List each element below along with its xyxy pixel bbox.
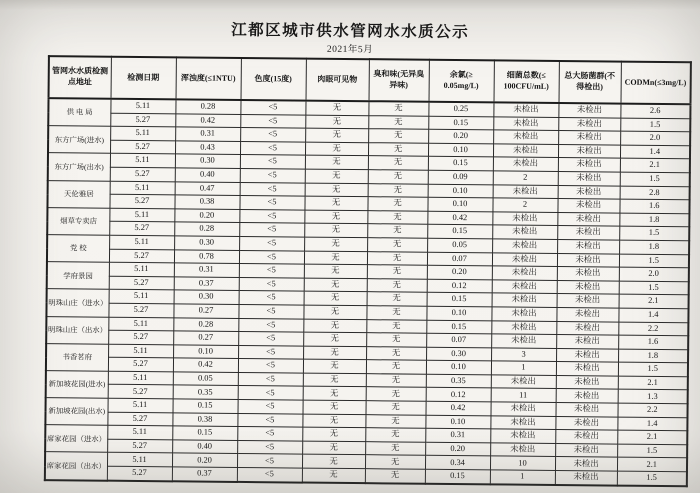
- cell-chroma: <5: [239, 223, 304, 237]
- cell-turbidity: 0.42: [173, 358, 238, 372]
- cell-chroma: <5: [239, 196, 304, 210]
- cell-turbidity: 0.27: [173, 331, 238, 345]
- cell-date: 5.11: [110, 126, 175, 140]
- cell-chlorine: 0.35: [426, 374, 491, 388]
- cell-visible: 无: [304, 251, 367, 265]
- column-header-turbidity: 浑浊度(≤1NTU): [176, 57, 241, 100]
- cell-bacteria: 未检出: [492, 239, 557, 253]
- cell-bacteria: 未检出: [493, 144, 558, 158]
- cell-odor: 无: [367, 292, 427, 306]
- cell-codmn: 1.5: [619, 226, 689, 240]
- cell-date: 5.11: [109, 290, 174, 304]
- cell-chlorine: 0.07: [426, 333, 491, 347]
- cell-chroma: <5: [240, 141, 305, 155]
- cell-codmn: 1.5: [620, 118, 690, 132]
- cell-date: 5.11: [109, 262, 174, 276]
- cell-bacteria: 未检出: [492, 293, 557, 307]
- cell-coliform: 未检出: [555, 416, 617, 430]
- cell-visible: 无: [305, 183, 368, 197]
- water-quality-table: [44, 55, 692, 487]
- cell-coliform: 未检出: [557, 199, 619, 213]
- cell-visible: 无: [302, 427, 365, 441]
- cell-date: 5.11: [108, 344, 173, 358]
- cell-coliform: 未检出: [555, 471, 617, 486]
- cell-bacteria: 未检出: [492, 266, 557, 280]
- cell-bacteria: 未检出: [491, 375, 556, 389]
- cell-turbidity: 0.28: [175, 99, 240, 114]
- cell-codmn: 1.4: [620, 145, 690, 159]
- page-title: 江都区城市供水管网水水质公示: [231, 21, 470, 42]
- cell-codmn: 2.1: [617, 430, 687, 444]
- cell-coliform: 未检出: [558, 171, 620, 185]
- cell-coliform: 未检出: [555, 457, 617, 471]
- cell-chroma: <5: [240, 114, 305, 128]
- cell-visible: 无: [303, 387, 366, 401]
- cell-turbidity: 0.42: [175, 113, 240, 127]
- cell-coliform: 未检出: [556, 321, 618, 335]
- cell-turbidity: 0.31: [174, 263, 239, 277]
- cell-chlorine: 0.20: [427, 265, 492, 279]
- cell-chroma: <5: [239, 277, 304, 291]
- location-cell: 供 电 局: [48, 98, 110, 126]
- cell-visible: 无: [304, 196, 367, 210]
- cell-coliform: 未检出: [556, 348, 618, 362]
- location-cell: 东方广场(出水): [48, 153, 110, 181]
- cell-odor: 无: [367, 210, 427, 224]
- cell-chroma: <5: [240, 155, 305, 169]
- cell-odor: 无: [366, 360, 426, 374]
- cell-date: 5.27: [109, 222, 174, 236]
- cell-odor: 无: [366, 306, 426, 320]
- location-cell: 席家花园（出水）: [45, 452, 107, 480]
- cell-date: 5.27: [109, 276, 174, 290]
- cell-turbidity: 0.10: [173, 345, 238, 359]
- cell-chlorine: 0.15: [426, 320, 491, 334]
- cell-date: 5.27: [108, 385, 173, 399]
- cell-turbidity: 0.37: [174, 277, 239, 291]
- cell-codmn: 2.6: [620, 104, 690, 119]
- cell-chroma: <5: [237, 440, 302, 454]
- cell-turbidity: 0.15: [172, 426, 237, 440]
- cell-chlorine: 0.10: [426, 361, 491, 375]
- cell-chlorine: 0.20: [425, 442, 490, 456]
- cell-date: 5.27: [107, 466, 172, 481]
- cell-visible: 无: [305, 101, 368, 116]
- cell-date: 5.11: [108, 371, 173, 385]
- cell-chlorine: 0.05: [427, 238, 492, 252]
- cell-chroma: <5: [239, 264, 304, 278]
- cell-codmn: 1.6: [619, 199, 689, 213]
- table-header-row: [49, 56, 691, 104]
- cell-visible: 无: [302, 441, 365, 455]
- location-cell: 学府景园: [47, 262, 109, 290]
- cell-chroma: <5: [239, 236, 304, 250]
- cell-date: 5.27: [109, 194, 174, 208]
- cell-chroma: <5: [240, 128, 305, 142]
- cell-odor: 无: [366, 387, 426, 401]
- cell-turbidity: 0.43: [175, 141, 240, 155]
- cell-visible: 无: [305, 128, 368, 142]
- column-header-odor: 臭和味(无异臭 异味): [369, 59, 429, 102]
- cell-bacteria: 未检出: [490, 402, 555, 416]
- cell-chlorine: 0.15: [428, 157, 493, 171]
- cell-visible: 无: [302, 454, 365, 468]
- cell-chlorine: 0.15: [428, 116, 493, 130]
- cell-chlorine: 0.15: [425, 469, 490, 484]
- cell-odor: 无: [368, 115, 428, 129]
- cell-odor: 无: [368, 156, 428, 170]
- cell-date: 5.11: [109, 208, 174, 222]
- cell-visible: 无: [305, 155, 368, 169]
- cell-chlorine: 0.10: [428, 143, 493, 157]
- cell-bacteria: 未检出: [492, 212, 557, 226]
- cell-odor: 无: [367, 251, 427, 265]
- cell-date: 5.27: [107, 439, 172, 453]
- cell-visible: 无: [304, 210, 367, 224]
- cell-chroma: <5: [240, 100, 305, 115]
- cell-chroma: <5: [238, 332, 303, 346]
- cell-coliform: 未检出: [558, 158, 620, 172]
- cell-turbidity: 0.27: [173, 304, 238, 318]
- cell-turbidity: 0.38: [174, 195, 239, 209]
- cell-odor: 无: [367, 278, 427, 292]
- cell-bacteria: 未检出: [493, 130, 558, 144]
- cell-bacteria: 未检出: [493, 116, 558, 130]
- cell-chroma: <5: [238, 386, 303, 400]
- cell-odor: 无: [367, 197, 427, 211]
- cell-visible: 无: [305, 115, 368, 129]
- cell-turbidity: 0.20: [174, 209, 239, 223]
- cell-chlorine: 0.42: [426, 401, 491, 415]
- cell-bacteria: 1: [490, 470, 555, 485]
- cell-bacteria: 未检出: [490, 443, 555, 457]
- cell-odor: 无: [368, 170, 428, 184]
- cell-chroma: <5: [240, 182, 305, 196]
- cell-date: 5.11: [110, 181, 175, 195]
- cell-bacteria: 10: [490, 456, 555, 470]
- location-cell: 明珠山庄（出水）: [46, 316, 108, 344]
- cell-codmn: 1.6: [618, 335, 688, 349]
- cell-coliform: 未检出: [557, 294, 619, 308]
- cell-chlorine: 0.25: [428, 102, 493, 117]
- cell-codmn: 1.5: [619, 254, 689, 268]
- column-header-chlorine: 余氯(≥ 0.05mg/L): [429, 60, 494, 103]
- cell-odor: 无: [367, 238, 427, 252]
- cell-codmn: 1.8: [618, 349, 688, 363]
- cell-chroma: <5: [238, 318, 303, 332]
- cell-chlorine: 0.12: [427, 279, 492, 293]
- cell-chroma: <5: [238, 304, 303, 318]
- cell-chlorine: 0.15: [427, 293, 492, 307]
- cell-codmn: 1.5: [617, 444, 687, 458]
- cell-bacteria: 未检出: [491, 307, 556, 321]
- column-header-visible: 肉眼可见物: [306, 59, 369, 102]
- cell-chlorine: 0.15: [427, 225, 492, 239]
- cell-codmn: 1.3: [618, 390, 688, 404]
- cell-chroma: <5: [238, 400, 303, 414]
- location-cell: 新加坡花园(出水): [45, 398, 107, 426]
- cell-chroma: <5: [239, 291, 304, 305]
- cell-codmn: 2.1: [617, 458, 687, 472]
- cell-visible: 无: [303, 346, 366, 360]
- cell-date: 5.27: [109, 249, 174, 263]
- cell-turbidity: 0.40: [175, 168, 240, 182]
- cell-coliform: 未检出: [557, 226, 619, 240]
- cell-visible: 无: [304, 291, 367, 305]
- cell-odor: 无: [365, 414, 425, 428]
- cell-chlorine: 0.12: [426, 388, 491, 402]
- cell-coliform: 未检出: [555, 430, 617, 444]
- cell-codmn: 2.2: [617, 403, 687, 417]
- page-subtitle: 2021年5月: [326, 44, 374, 56]
- cell-bacteria: 未检出: [490, 429, 555, 443]
- cell-visible: 无: [305, 169, 368, 183]
- cell-chroma: <5: [238, 359, 303, 373]
- cell-visible: 无: [303, 359, 366, 373]
- cell-codmn: 1.5: [619, 281, 689, 295]
- cell-visible: 无: [303, 319, 366, 333]
- cell-date: 5.27: [107, 412, 172, 426]
- cell-bacteria: 未检出: [492, 225, 557, 239]
- column-header-chroma: 色度(15度): [241, 58, 306, 101]
- cell-codmn: 2.0: [619, 267, 689, 281]
- cell-turbidity: 0.78: [174, 249, 239, 263]
- cell-bacteria: 2: [492, 198, 557, 212]
- cell-codmn: 1.8: [619, 213, 689, 227]
- cell-bacteria: 3: [491, 348, 556, 362]
- cell-turbidity: 0.05: [173, 372, 238, 386]
- cell-codmn: 1.4: [618, 308, 688, 322]
- column-header-coliform: 总大肠菌群(不 得检出): [559, 61, 621, 104]
- cell-odor: 无: [366, 374, 426, 388]
- cell-odor: 无: [368, 129, 428, 143]
- cell-coliform: 未检出: [556, 362, 618, 376]
- cell-odor: 无: [366, 319, 426, 333]
- cell-coliform: 未检出: [557, 280, 619, 294]
- cell-coliform: 未检出: [557, 239, 619, 253]
- cell-chlorine: 0.30: [426, 347, 491, 361]
- cell-coliform: 未检出: [556, 375, 618, 389]
- cell-visible: 无: [304, 278, 367, 292]
- cell-codmn: 1.5: [618, 362, 688, 376]
- cell-bacteria: 未检出: [492, 280, 557, 294]
- cell-odor: 无: [366, 333, 426, 347]
- cell-visible: 无: [303, 400, 366, 414]
- location-cell: 席家花园（进水）: [45, 425, 107, 453]
- cell-chroma: <5: [239, 250, 304, 264]
- cell-turbidity: 0.30: [174, 236, 239, 250]
- cell-coliform: 未检出: [558, 117, 620, 131]
- cell-odor: 无: [368, 183, 428, 197]
- column-header-date: 检测日期: [111, 57, 176, 100]
- cell-bacteria: 未检出: [491, 320, 556, 334]
- cell-visible: 无: [304, 264, 367, 278]
- cell-date: 5.27: [108, 303, 173, 317]
- cell-turbidity: 0.47: [175, 181, 240, 195]
- cell-odor: 无: [367, 265, 427, 279]
- cell-turbidity: 0.35: [173, 385, 238, 399]
- cell-visible: 无: [305, 142, 368, 156]
- cell-coliform: 未检出: [556, 335, 618, 349]
- cell-odor: 无: [365, 455, 425, 469]
- cell-coliform: 未检出: [556, 307, 618, 321]
- cell-date: 5.11: [107, 453, 172, 467]
- cell-chlorine: 0.07: [427, 252, 492, 266]
- cell-chroma: <5: [238, 345, 303, 359]
- cell-odor: 无: [366, 346, 426, 360]
- cell-turbidity: 0.31: [175, 127, 240, 141]
- location-cell: 党 校: [47, 235, 109, 263]
- cell-bacteria: 1: [491, 361, 556, 375]
- cell-date: 5.27: [110, 140, 175, 154]
- cell-date: 5.11: [108, 317, 173, 331]
- cell-bacteria: 未检出: [490, 416, 555, 430]
- cell-coliform: 未检出: [555, 443, 617, 457]
- cell-date: 5.11: [110, 154, 175, 168]
- cell-codmn: 1.5: [620, 172, 690, 186]
- cell-turbidity: 0.15: [173, 399, 238, 413]
- cell-odor: 无: [368, 101, 428, 116]
- cell-date: 5.27: [108, 357, 173, 371]
- cell-turbidity: 0.28: [174, 222, 239, 236]
- cell-coliform: 未检出: [555, 403, 617, 417]
- cell-chlorine: 0.20: [428, 129, 493, 143]
- location-cell: 明珠山庄（进水）: [46, 289, 108, 317]
- cell-codmn: 2.8: [620, 186, 690, 200]
- cell-codmn: 2.1: [620, 158, 690, 172]
- cell-chroma: <5: [239, 209, 304, 223]
- cell-chlorine: 0.10: [426, 306, 491, 320]
- cell-codmn: 2.1: [619, 294, 689, 308]
- cell-chroma: <5: [237, 413, 302, 427]
- cell-turbidity: 0.30: [174, 290, 239, 304]
- column-header-codmn: CODMn(≤3mg/L): [620, 62, 690, 105]
- cell-chlorine: 0.31: [425, 428, 490, 442]
- cell-chlorine: 0.09: [428, 170, 493, 184]
- cell-turbidity: 0.40: [172, 440, 237, 454]
- cell-bacteria: 未检出: [492, 252, 557, 266]
- cell-codmn: 1.5: [617, 471, 687, 486]
- cell-chroma: <5: [237, 427, 302, 441]
- cell-chroma: <5: [240, 168, 305, 182]
- location-cell: 天伦雅居: [47, 180, 109, 208]
- location-cell: 新加坡花园(进水): [46, 370, 108, 398]
- location-cell: 东方广场(进水): [48, 126, 110, 154]
- cell-coliform: 未检出: [557, 212, 619, 226]
- cell-visible: 无: [303, 305, 366, 319]
- cell-chroma: <5: [237, 454, 302, 468]
- cell-coliform: 未检出: [557, 253, 619, 267]
- cell-odor: 无: [367, 224, 427, 238]
- cell-bacteria: 未检出: [491, 334, 556, 348]
- cell-date: 5.11: [110, 99, 175, 114]
- cell-date: 5.27: [108, 330, 173, 344]
- cell-chlorine: 0.10: [425, 415, 490, 429]
- cell-odor: 无: [365, 428, 425, 442]
- cell-bacteria: 2: [493, 171, 558, 185]
- cell-bacteria: 未检出: [493, 184, 558, 198]
- cell-chroma: <5: [237, 467, 302, 482]
- cell-coliform: 未检出: [558, 144, 620, 158]
- cell-codmn: 1.8: [619, 240, 689, 254]
- cell-date: 5.27: [110, 167, 175, 181]
- cell-codmn: 2.1: [618, 376, 688, 390]
- cell-date: 5.11: [109, 235, 174, 249]
- cell-odor: 无: [366, 401, 426, 415]
- cell-date: 5.27: [110, 113, 175, 127]
- cell-coliform: 未检出: [556, 389, 618, 403]
- cell-bacteria: 未检出: [493, 102, 558, 117]
- column-header-location: 管网水水质检测 点地址: [49, 56, 111, 99]
- cell-chlorine: 0.10: [428, 184, 493, 198]
- cell-date: 5.11: [107, 425, 172, 439]
- cell-odor: 无: [365, 442, 425, 456]
- cell-turbidity: 0.20: [172, 453, 237, 467]
- cell-codmn: 2.2: [618, 322, 688, 336]
- cell-odor: 无: [365, 469, 425, 484]
- cell-bacteria: 11: [491, 388, 556, 402]
- cell-chroma: <5: [238, 372, 303, 386]
- cell-turbidity: 0.30: [175, 154, 240, 168]
- column-header-bacteria: 细菌总数(≤ 100CFU/mL): [494, 60, 559, 103]
- cell-visible: 无: [304, 223, 367, 237]
- cell-coliform: 未检出: [558, 131, 620, 145]
- cell-codmn: 1.4: [617, 417, 687, 431]
- cell-turbidity: 0.28: [173, 317, 238, 331]
- cell-coliform: 未检出: [558, 185, 620, 199]
- cell-bacteria: 未检出: [493, 157, 558, 171]
- cell-turbidity: 0.37: [172, 467, 237, 482]
- cell-coliform: 未检出: [557, 267, 619, 281]
- location-cell: 书香茗府: [46, 343, 108, 371]
- location-cell: 烟草专卖店: [47, 207, 109, 235]
- cell-odor: 无: [368, 142, 428, 156]
- cell-coliform: 未检出: [558, 103, 620, 118]
- cell-date: 5.11: [108, 398, 173, 412]
- cell-visible: 无: [304, 237, 367, 251]
- cell-visible: 无: [303, 373, 366, 387]
- cell-chlorine: 0.34: [425, 456, 490, 470]
- cell-codmn: 2.0: [620, 131, 690, 145]
- cell-visible: 无: [302, 414, 365, 428]
- cell-turbidity: 0.38: [172, 412, 237, 426]
- cell-chlorine: 0.10: [427, 197, 492, 211]
- cell-visible: 无: [303, 332, 366, 346]
- cell-chlorine: 0.42: [427, 211, 492, 225]
- cell-visible: 无: [302, 468, 365, 483]
